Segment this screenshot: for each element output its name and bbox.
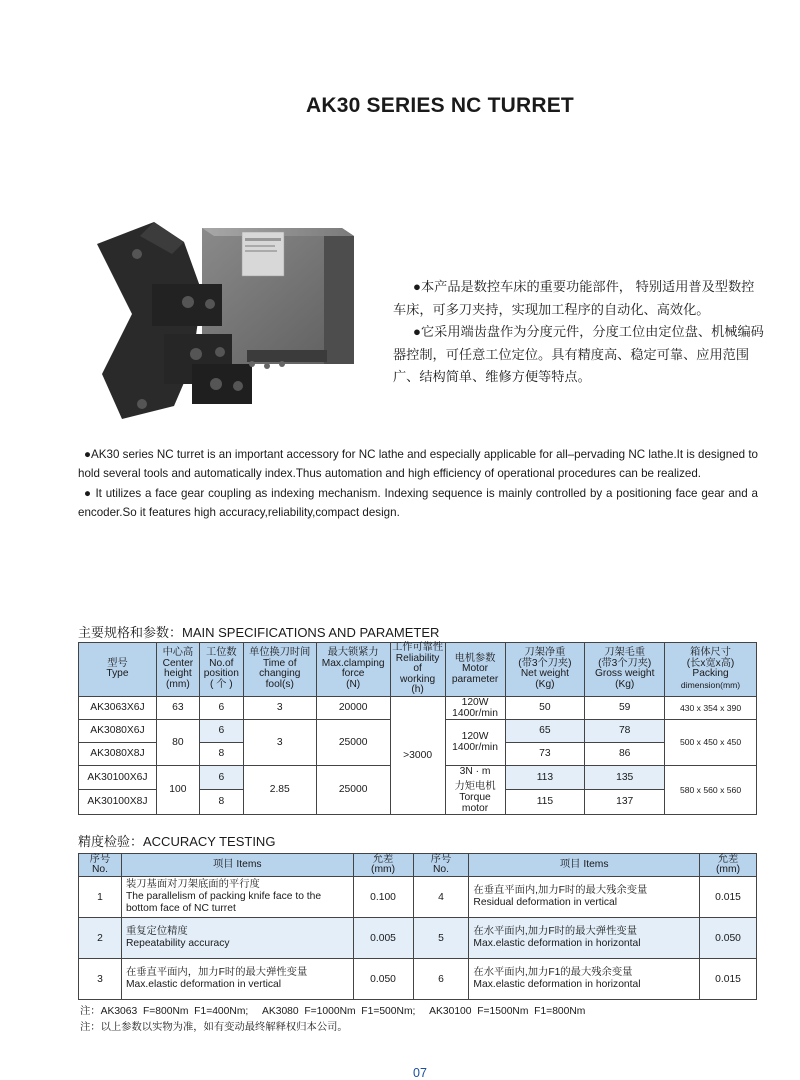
spec-header-net-weight: 刀架净重 (带3个刀夹) Net weight (Kg): [505, 643, 585, 697]
acc-tolerance: 0.050: [700, 918, 757, 959]
spec-time: 2.85: [243, 765, 316, 814]
acc-header-tolerance: 允差 (mm): [353, 854, 413, 877]
page-number: 07: [413, 1066, 427, 1080]
accuracy-header-row: [79, 854, 757, 877]
spec-packing: 430 x 354 x 390: [665, 696, 757, 719]
table-row: [79, 918, 757, 959]
spec-header-height: 中心高 Center height (mm): [156, 643, 199, 697]
acc-header-no: 序号 No.: [79, 854, 122, 877]
table-row: [79, 959, 757, 1000]
intro-cn-paragraph-1: ●本产品是数控车床的重要功能部件， 特别适用普及型数控车床，可多刀夹持，实现加工程序的自动化、高效化。: [393, 279, 755, 317]
spec-header-time: 单位换刀时间 Time of changing fool(s): [243, 643, 316, 697]
intro-chinese: [393, 276, 765, 389]
intro-en-paragraph-2: ● It utilizes a face gear coupling as indexing mechanism. Indexing sequence is mainly controlled by a positioning face gear and a encoder.So it features high accuracy,reliability,compact design.: [78, 486, 758, 520]
acc-header-no-2: 序号 No.: [413, 854, 469, 877]
spec-header-packing: 箱体尺寸 (长x宽x高) Packing dimension(mm): [665, 643, 757, 697]
spec-type: AK3063X6J: [79, 696, 157, 719]
spec-height: 80: [156, 719, 199, 765]
acc-tolerance: 0.015: [700, 959, 757, 1000]
spec-packing: 580 x 560 x 560: [665, 765, 757, 814]
spec-gross-weight: 137: [585, 790, 665, 815]
spec-reliability: >3000: [390, 696, 445, 814]
spec-header-force: 最大锁紧力 Max.clamping force (N): [316, 643, 390, 697]
spec-height: 100: [156, 765, 199, 814]
acc-item: 在水平面内,加力F时的最大弹性变量 Max.elastic deformation in horizontal: [469, 918, 700, 959]
spec-type: AK30100X8J: [79, 790, 157, 815]
spec-force: 25000: [316, 765, 390, 814]
acc-item: 在水平面内,加力F1的最大残余变量 Max.elastic deformation in horizontal: [469, 959, 700, 1000]
spec-position: 8: [199, 742, 243, 765]
acc-no: 2: [79, 918, 122, 959]
spec-type: AK3080X6J: [79, 719, 157, 742]
spec-gross-weight: 135: [585, 765, 665, 790]
acc-no: 1: [79, 877, 122, 918]
spec-motor: 120W 1400r/min: [445, 696, 505, 719]
acc-tolerance: 0.050: [353, 959, 413, 1000]
spec-gross-weight: 86: [585, 742, 665, 765]
spec-header-row: [79, 643, 757, 697]
footnotes: [80, 1004, 585, 1036]
spec-header-reliability: 工作可靠性 Reliability of working (h): [390, 643, 445, 697]
acc-item: 在垂直平面内,加力F时的最大残余变量 Residual deformation in vertical: [469, 877, 700, 918]
spec-packing: 500 x 450 x 450: [665, 719, 757, 765]
spec-gross-weight: 78: [585, 719, 665, 742]
acc-item: 装刀基面对刀架底面的平行度 The parallelism of packing knife face to the bottom face of NC turret: [121, 877, 353, 918]
spec-motor: 3N · m 力矩电机 Torque motor: [445, 765, 505, 814]
spec-header-position: 工位数 No.of position ( 个 ): [199, 643, 243, 697]
acc-item: 在垂直平面内，加力F时的最大弹性变量 Max.elastic deformation in vertical: [121, 959, 353, 1000]
footnote-1: 注：AK3063 F=800Nm F1=400Nm; AK3080 F=1000Nm F1=500Nm; AK30100 F=1500Nm F1=800Nm: [80, 1006, 586, 1017]
spec-position: 8: [199, 790, 243, 815]
spec-header-type: 型号 Type: [79, 643, 157, 697]
table-row: [79, 696, 757, 719]
turret-photo: [92, 214, 362, 424]
spec-position: 6: [199, 765, 243, 790]
intro-en-paragraph-1: ●AK30 series NC turret is an important accessory for NC lathe and especially applicable for all–pervading NC lathe.It is designed to hold several tools and automatically index.Thus automation and high efficiency of operational procedures can be realized.: [78, 448, 758, 481]
table-row: [79, 877, 757, 918]
acc-no: 4: [413, 877, 469, 918]
spec-position: 6: [199, 719, 243, 742]
spec-net-weight: 113: [505, 765, 585, 790]
spec-net-weight: 65: [505, 719, 585, 742]
spec-section-title: 主要规格和参数：MAIN SPECIFICATIONS AND PARAMETER: [78, 625, 440, 640]
spec-table: [78, 642, 757, 815]
spec-type: AK30100X6J: [79, 765, 157, 790]
spec-position: 6: [199, 696, 243, 719]
accuracy-section-title: 精度检验：ACCURACY TESTING: [78, 834, 276, 849]
footnote-2: 注：以上参数以实物为准，如有变动最终解释权归本公司。: [80, 1022, 348, 1033]
spec-height: 63: [156, 696, 199, 719]
spec-gross-weight: 59: [585, 696, 665, 719]
acc-tolerance: 0.100: [353, 877, 413, 918]
spec-time: 3: [243, 719, 316, 765]
spec-type: AK3080X8J: [79, 742, 157, 765]
spec-net-weight: 50: [505, 696, 585, 719]
intro-cn-paragraph-2: ●它采用端齿盘作为分度元件，分度工位由定位盘、机械编码器控制，可任意工位定位。具有精度高、稳定可靠、应用范围广、结构简单、维修方便等特点。: [393, 324, 764, 384]
acc-no: 3: [79, 959, 122, 1000]
spec-header-motor: 电机参数 Motor parameter: [445, 643, 505, 697]
acc-header-item-2: 项目 Items: [469, 854, 700, 877]
spec-time: 3: [243, 696, 316, 719]
acc-header-tolerance-2: 允差 (mm): [700, 854, 757, 877]
spec-force: 25000: [316, 719, 390, 765]
intro-english: [78, 445, 758, 523]
acc-tolerance: 0.005: [353, 918, 413, 959]
spec-net-weight: 115: [505, 790, 585, 815]
spec-force: 20000: [316, 696, 390, 719]
acc-no: 6: [413, 959, 469, 1000]
acc-tolerance: 0.015: [700, 877, 757, 918]
page-title: AK30 SERIES NC TURRET: [306, 94, 574, 117]
spec-header-gross-weight: 刀架毛重 (带3个刀夹) Gross weight (Kg): [585, 643, 665, 697]
spec-motor: 120W 1400r/min: [445, 719, 505, 765]
acc-no: 5: [413, 918, 469, 959]
spec-net-weight: 73: [505, 742, 585, 765]
accuracy-table: [78, 853, 757, 1000]
acc-item: 重复定位精度 Repeatability accuracy: [121, 918, 353, 959]
acc-header-item: 项目 Items: [121, 854, 353, 877]
